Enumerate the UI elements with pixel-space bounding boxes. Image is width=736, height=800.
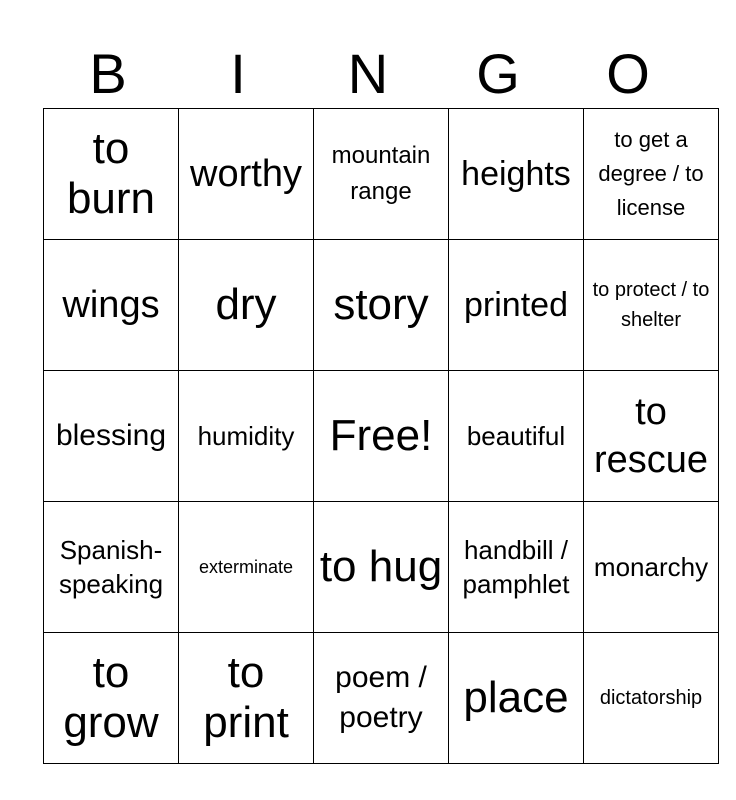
bingo-cell[interactable]: dry bbox=[179, 240, 314, 371]
bingo-cell[interactable]: printed bbox=[449, 240, 584, 371]
header-letter-b: B bbox=[89, 42, 127, 105]
bingo-cell[interactable]: dictatorship bbox=[584, 633, 719, 764]
bingo-cell[interactable]: to hug bbox=[314, 502, 449, 633]
bingo-cell[interactable]: handbill / pamphlet bbox=[449, 502, 584, 633]
bingo-cell[interactable]: to rescue bbox=[584, 371, 719, 502]
bingo-cell[interactable]: Spanish-speaking bbox=[44, 502, 179, 633]
header-letter-g: G bbox=[476, 42, 520, 105]
bingo-cell[interactable]: worthy bbox=[179, 109, 314, 240]
bingo-cell[interactable]: beautiful bbox=[449, 371, 584, 502]
bingo-cell[interactable]: to get a degree / to license bbox=[584, 109, 719, 240]
bingo-cell[interactable]: mountain range bbox=[314, 109, 449, 240]
bingo-cell[interactable]: to protect / to shelter bbox=[584, 240, 719, 371]
bingo-cell[interactable]: to print bbox=[179, 633, 314, 764]
grid-row bbox=[44, 502, 719, 633]
bingo-cell[interactable]: heights bbox=[449, 109, 584, 240]
bingo-cell[interactable]: to burn bbox=[44, 109, 179, 240]
bingo-cell[interactable]: monarchy bbox=[584, 502, 719, 633]
grid-row bbox=[44, 240, 719, 371]
grid-row bbox=[44, 109, 719, 240]
bingo-grid bbox=[43, 108, 719, 764]
bingo-header bbox=[43, 40, 693, 108]
free-space[interactable]: Free! bbox=[314, 371, 449, 502]
bingo-cell[interactable]: place bbox=[449, 633, 584, 764]
header-letter-o: O bbox=[606, 42, 650, 105]
bingo-cell[interactable]: blessing bbox=[44, 371, 179, 502]
bingo-cell[interactable]: humidity bbox=[179, 371, 314, 502]
bingo-cell[interactable]: story bbox=[314, 240, 449, 371]
grid-row bbox=[44, 633, 719, 764]
bingo-cell[interactable]: to grow bbox=[44, 633, 179, 764]
header-letter-n: N bbox=[347, 42, 389, 105]
header-letter-i: I bbox=[230, 42, 246, 105]
bingo-cell[interactable]: wings bbox=[44, 240, 179, 371]
grid-row bbox=[44, 371, 719, 502]
bingo-cell[interactable]: poem / poetry bbox=[314, 633, 449, 764]
bingo-cell[interactable]: exterminate bbox=[179, 502, 314, 633]
